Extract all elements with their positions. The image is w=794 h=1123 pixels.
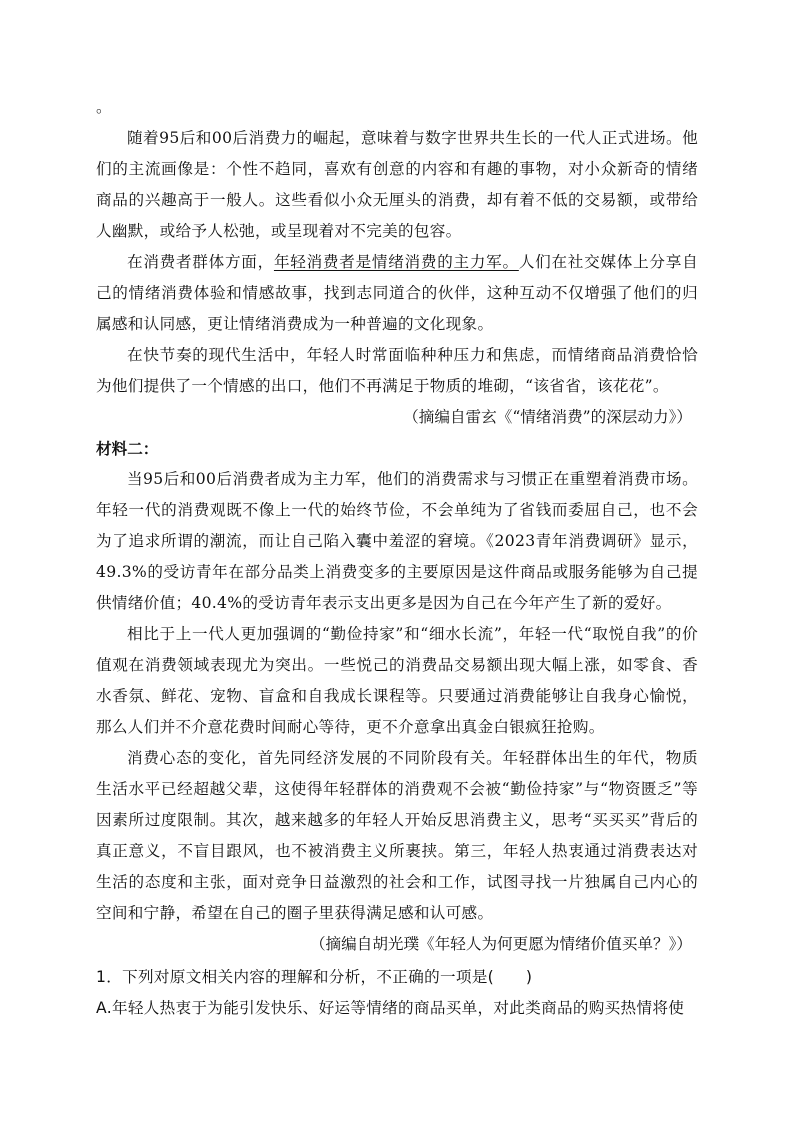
question-one-option-a: A.年轻人热衷于为能引发快乐、好运等情绪的商品买单，对此类商品的购买热情将使	[96, 999, 685, 1017]
material-one-paragraph-1: 随着95后和00后消费力的崛起，意味着与数字世界共生长的一代人正式进场。他们的主流画像是：个性不趋同，喜欢有创意的内容和有趣的事物，对小众新奇的情绪商品的兴趣高于一般人。这些看似小众无厘头的消费，却有着不低的交易额，或带给人幽默，或给予人松弛，或呈现着对不完美的包容。	[96, 129, 698, 240]
paragraph-2-intro: 在消费者群体方面，	[127, 253, 274, 271]
material-one-paragraph-2	[96, 247, 698, 340]
material-two-source: （摘编自胡光璞《年轻人为何更愿为情绪价值买单？》）	[309, 935, 692, 953]
material-two-heading: 材料二：	[96, 439, 159, 458]
underlined-sentence: 年轻消费者是情绪消费的主力军。	[273, 253, 519, 271]
material-two-paragraph-1: 当95后和00后消费者成为主力军，他们的消费需求与习惯正在重塑着消费市场。年轻一代的消费观既不像上一代的始终节俭，不会单纯为了省钱而委屈自己，也不会为了追求所谓的潮流，而让自己陷入囊中羞涩的窘境。《2023青年消费调研》显示，49.3%的受访青年在部分品类上消费变多的主要原因是这件商品或服务能够为自己提供情绪价值；40.4%的受访青年表示支出更多是因为自己在今年产生了新的爱好。	[96, 470, 698, 612]
material-one-source: （摘编自雷玄《“情绪消费”的深层动力》）	[403, 408, 692, 426]
question-one	[96, 962, 698, 1024]
material-two	[96, 433, 698, 960]
material-two-paragraph-3: 消费心态的变化，首先同经济发展的不同阶段有关。年轻群体出生的年代，物质生活水平已经超越父辈，这使得年轻群体的消费观不会被“勤俭持家”与“物资匮乏”等因素所过度限制。其次，越来越多的年轻人开始反思消费主义，思考“买买买”背后的真正意义，不盲目跟风，也不被消费主义所裹挟。第三，年轻人热衷通过消费表达对生活的态度和主张，面对竞争日益激烈的社会和工作，试图寻找一片独属自己内心的空间和宁静，希望在自己的圈子里获得满足感和认可感。	[96, 749, 698, 922]
question-one-stem: 1．下列对原文相关内容的理解和分析，不正确的一项是( )	[96, 968, 533, 986]
lead-fragment-text: 。	[96, 98, 112, 116]
material-one	[96, 123, 698, 433]
material-one-paragraph-3: 在快节奏的现代生活中，年轻人时常面临种种压力和焦虑，而情绪商品消费恰恰为他们提供了一个情感的出口，他们不再满足于物质的堆砌，“该省省，该花花”。	[96, 346, 698, 395]
lead-fragment	[96, 92, 698, 123]
material-two-paragraph-2: 相比于上一代人更加强调的“勤俭持家”和“细水长流”，年轻一代“取悦自我”的价值观在消费领域表现尤为突出。一些悦己的消费品交易额出现大幅上涨，如零食、香水香氛、鲜花、宠物、盲盒和自我成长课程等。只要通过消费能够让自我身心愉悦，那么人们并不介意花费时间耐心等待，更不介意拿出真金白银疯狂抢购。	[96, 625, 698, 736]
paragraph-2-rest: 人们在社交媒体上分享自己的情绪消费体验和情感故事，找到志同道合的伙伴，这种互动不仅增强了他们的归属感和认同感，更让情绪消费成为一种普遍的文化现象。	[96, 253, 698, 333]
